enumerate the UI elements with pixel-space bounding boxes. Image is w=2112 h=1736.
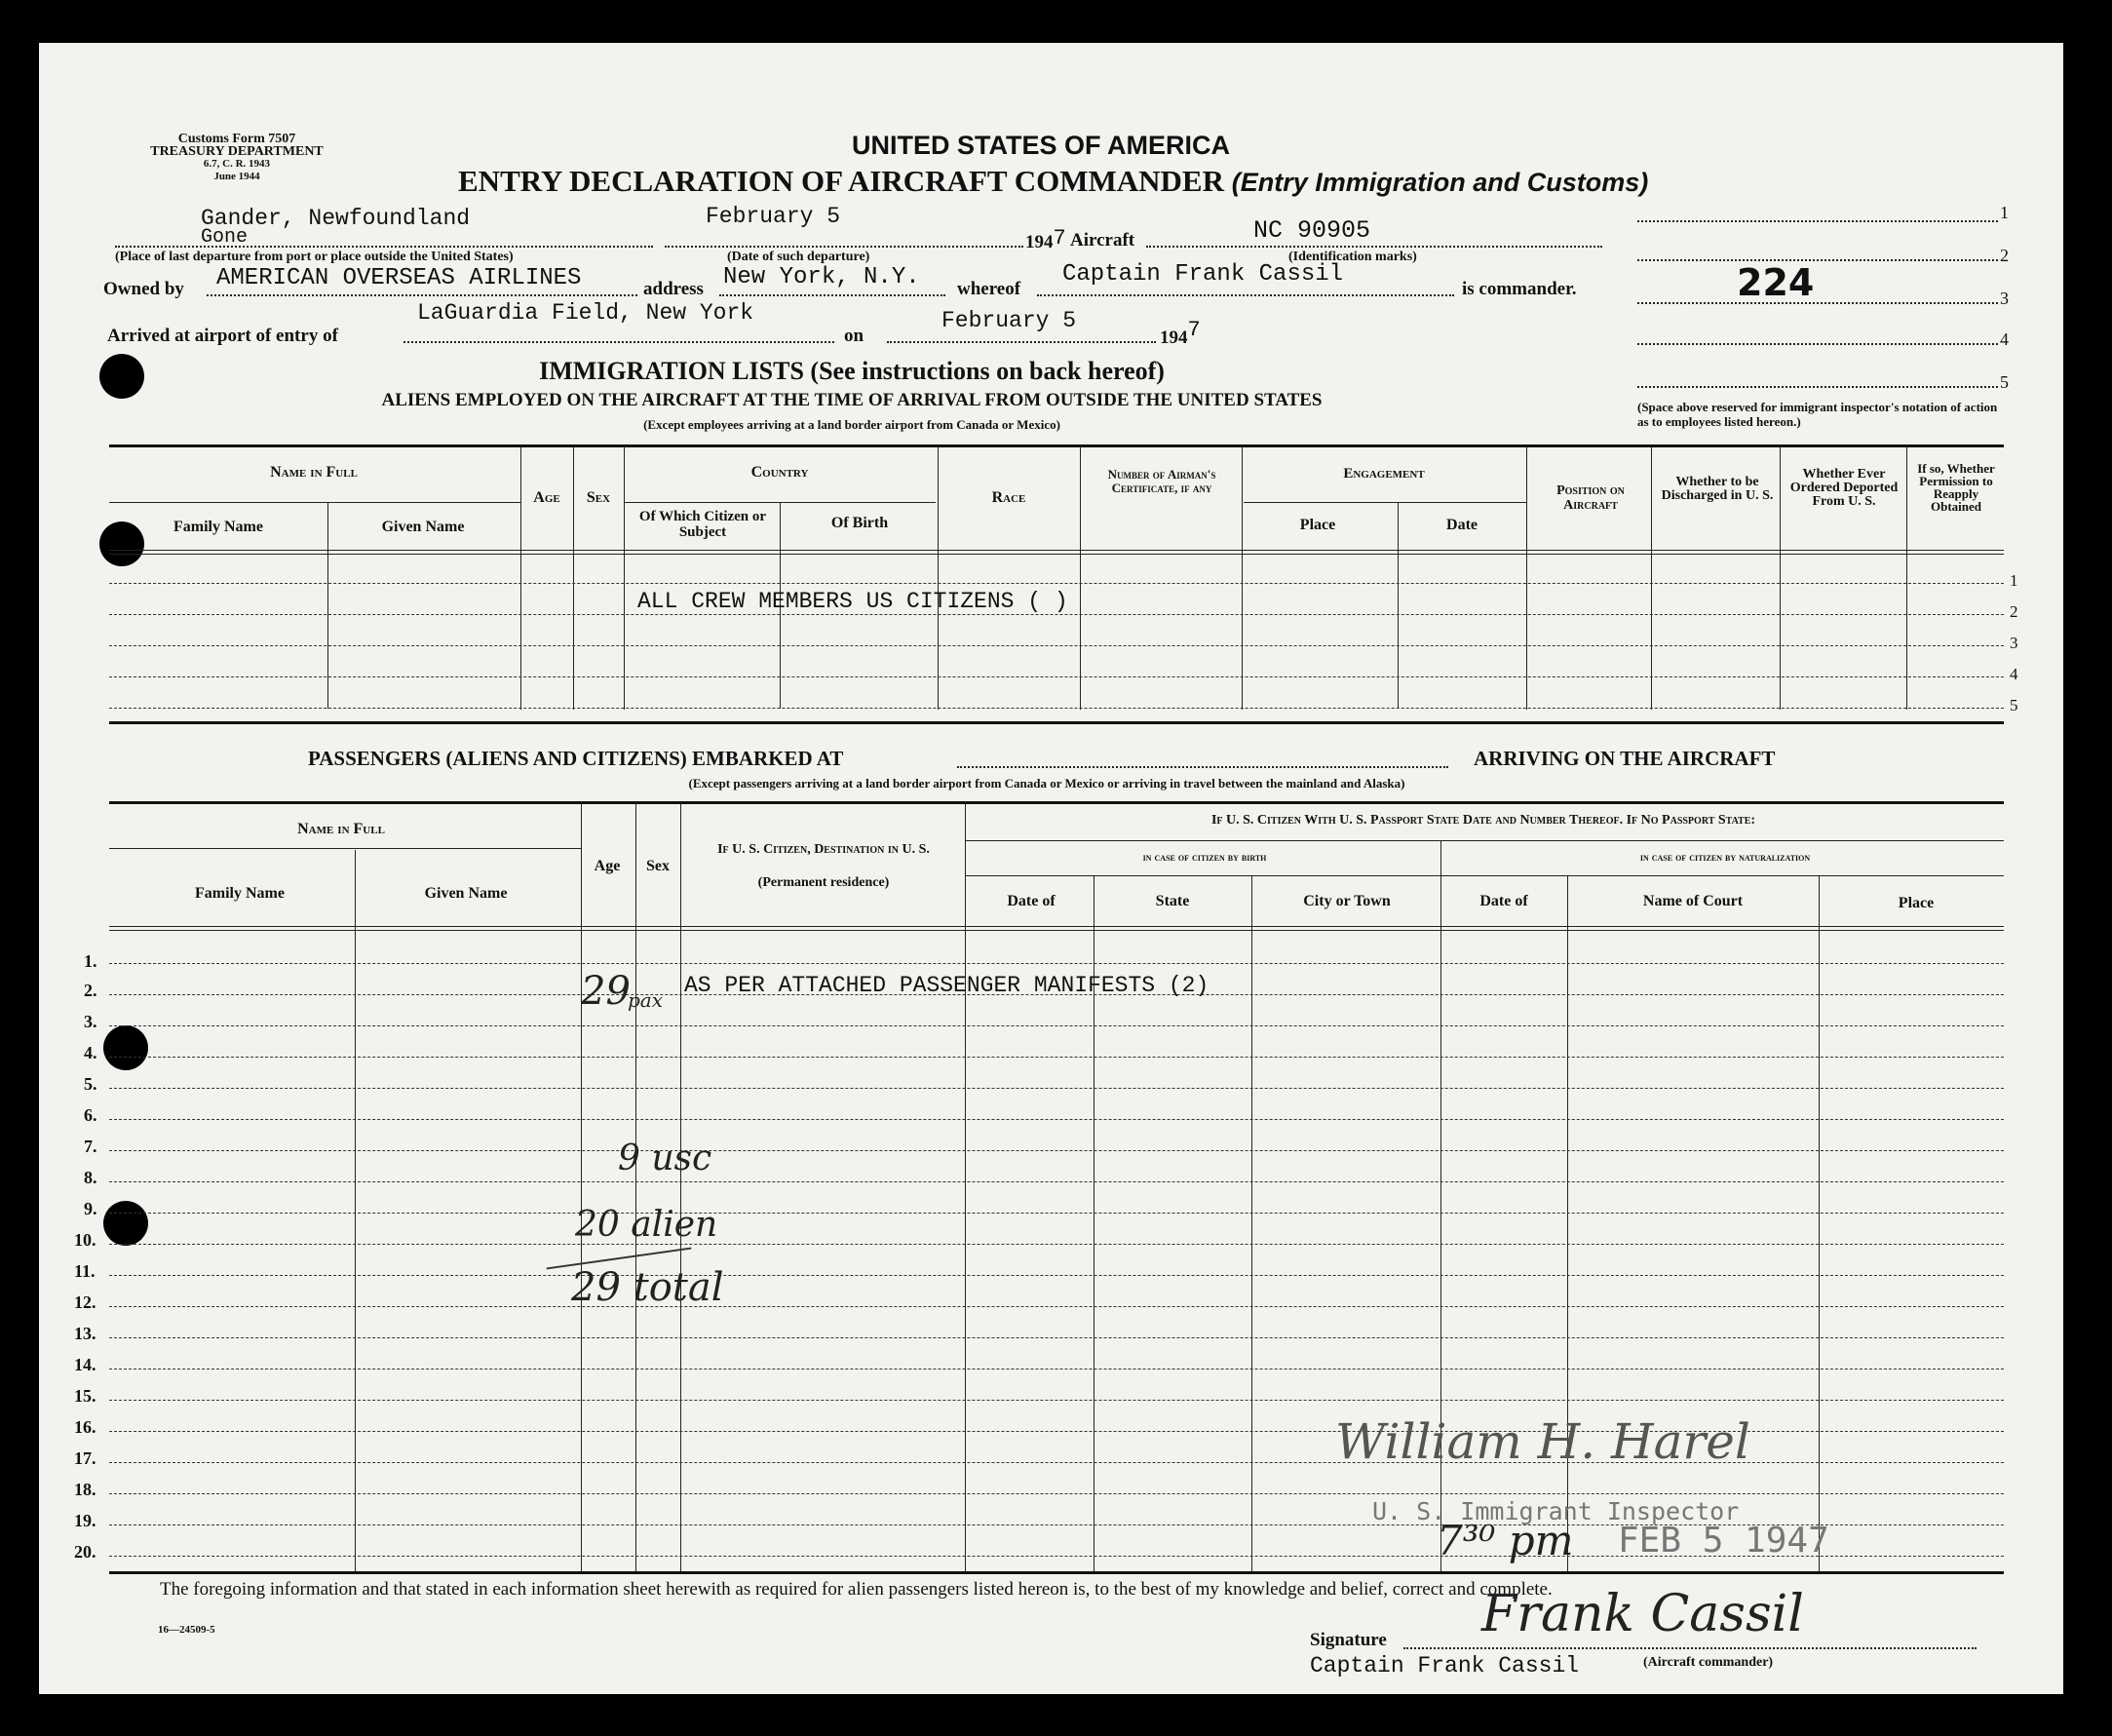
arrival-airport: LaGuardia Field, New York (417, 300, 754, 326)
pcol-city: City or Town (1303, 893, 1391, 909)
crew-row-number: 4 (2010, 665, 2018, 683)
passenger-row-number: 4. (84, 1043, 97, 1062)
col-name-in-full: Name in Full (270, 464, 358, 481)
col-engagement-date: Date (1446, 517, 1478, 533)
pcol-permanent: (Permanent residence) (757, 875, 890, 890)
pcol-sex: Sex (646, 858, 670, 874)
owner-address: New York, N.Y. (723, 264, 920, 290)
commander-signature: Frank Cassil (1481, 1585, 1804, 1643)
inspector-line-number: 4 (2000, 329, 2009, 349)
pcol-by-naturalization: in case of citizen by naturalization (1639, 850, 1811, 864)
crew-row-number: 3 (2010, 634, 2018, 652)
address-label: address (643, 279, 704, 299)
punch-hole (103, 1201, 148, 1246)
passenger-row-number: 20. (74, 1542, 96, 1562)
passenger-row-number: 3. (84, 1012, 97, 1031)
departure-date: February 5 (706, 204, 841, 229)
passenger-row-number: 8. (84, 1168, 97, 1187)
passengers-title: PASSENGERS (ALIENS AND CITIZENS) EMBARKED AT (308, 747, 844, 770)
departure-year (1025, 226, 1066, 254)
col-country: Country (750, 464, 809, 481)
passenger-row-number: 14. (74, 1355, 96, 1374)
col-discharged: Whether to be Discharged in U. S. (1661, 475, 1774, 503)
form-number: Customs Form 7507 (177, 132, 296, 146)
aircraft-id: NC 90905 (1253, 216, 1371, 245)
pcol-by-birth: in case of citizen by birth (1142, 850, 1267, 864)
col-given-name: Given Name (381, 519, 465, 535)
passengers-note: (Except passengers arriving at a land border airport from Canada or Mexico or arriving in travel between the mainland and Alaska) (688, 776, 1405, 791)
passenger-row-number: 10. (74, 1230, 96, 1250)
inspector-signature: William H. Harel (1335, 1413, 1750, 1470)
pcol-state: State (1155, 893, 1190, 909)
passenger-row-number: 15. (74, 1386, 96, 1406)
handwritten-alien: 20 alien (575, 1205, 718, 1245)
immigration-subtitle: ALIENS EMPLOYED ON THE AIRCRAFT AT THE TIME OF ARRIVAL FROM OUTSIDE THE UNITED STATES (381, 390, 1323, 410)
passenger-row-number: 5. (84, 1074, 97, 1094)
departure-date-caption: (Date of such departure) (727, 250, 870, 264)
passenger-row-number: 7. (84, 1137, 97, 1156)
form-info (105, 133, 368, 183)
inspector-line-number: 5 (2000, 372, 2009, 392)
passenger-row-number: 12. (74, 1292, 96, 1312)
print-code: 16—24509-5 (158, 1624, 215, 1636)
departure-year-digit: 7 (1053, 226, 1066, 251)
handwritten-count: 29 (581, 969, 631, 1014)
arrival-on-label: on (844, 326, 864, 346)
arrival-year (1160, 318, 1201, 350)
commander-typed-name: Captain Frank Cassil (1310, 1653, 1580, 1678)
col-deported: Whether Ever Ordered Deported From U. S. (1789, 467, 1899, 509)
commander-role: (Aircraft commander) (1643, 1655, 1774, 1670)
passengers-title-b: ARRIVING ON THE AIRCRAFT (1474, 747, 1776, 770)
passenger-row-number: 16. (74, 1417, 96, 1437)
handwritten-usc: 9 usc (618, 1138, 712, 1178)
title-main: ENTRY DECLARATION OF AIRCRAFT COMMANDER (458, 164, 1224, 198)
inspector-line-number: 2 (2000, 246, 2009, 265)
page-title (458, 164, 1648, 199)
departure-place: Gander, Newfoundland (201, 206, 471, 231)
passenger-row-number: 2. (84, 981, 97, 1000)
title-sub: (Entry Immigration and Customs) (1231, 168, 1649, 197)
arrival-year-digit: 7 (1187, 318, 1201, 342)
col-engagement: Engagement (1343, 466, 1425, 482)
arrival-year-prefix: 194 (1160, 328, 1188, 348)
crew-entry: ALL CREW MEMBERS US CITIZENS ( ) (637, 589, 1068, 614)
departure-place-caption: (Place of last departure from port or place outside the United States) (115, 250, 514, 264)
immigration-title: IMMIGRATION LISTS (See instructions on back hereof) (539, 357, 1165, 385)
pcol-passport: If U. S. Citizen With U. S. Passport State Date and Number Thereof. If No Passport State: (1210, 813, 1756, 828)
passenger-row-number: 18. (74, 1480, 96, 1499)
aircraft-caption: (Identification marks) (1288, 250, 1417, 264)
passenger-row-number: 19. (74, 1511, 96, 1530)
col-airman-cert: Number of Airman's Certificate, if any (1107, 467, 1216, 495)
punch-hole (99, 521, 144, 566)
handwritten-count-note: pax (628, 988, 664, 1012)
owner-label: Owned by (103, 279, 184, 299)
col-of-birth: Of Birth (830, 515, 889, 531)
handwritten-total: 29 total (571, 1265, 724, 1310)
col-position: Position on Aircraft (1556, 483, 1625, 513)
pcol-age: Age (594, 858, 621, 874)
passenger-row-number: 17. (74, 1448, 96, 1468)
form-department: TREASURY DEPARTMENT (150, 144, 324, 159)
punch-hole (99, 354, 144, 399)
passenger-row-number: 11. (74, 1261, 96, 1281)
immigration-note: (Except employees arriving at a land border airport from Canada or Mexico) (643, 417, 1060, 432)
inspector-number: 224 (1737, 261, 1815, 304)
pcol-name-in-full: Name in Full (297, 821, 385, 837)
inspector-time: 7³⁰ pm (1437, 1517, 1574, 1564)
owner-name: AMERICAN OVERSEAS AIRLINES (216, 265, 582, 291)
inspector-line-number: 1 (2000, 203, 2009, 222)
col-citizen-of: Of Which Citizen or Subject (638, 509, 767, 540)
passenger-row-number: 13. (74, 1324, 96, 1343)
col-family-name: Family Name (173, 519, 263, 535)
form-date: June 1944 (213, 171, 260, 182)
form-cr: 6.7, C. R. 1943 (203, 158, 271, 170)
arrival-date: February 5 (941, 308, 1077, 333)
col-engagement-place: Place (1299, 517, 1336, 533)
punch-hole (103, 1025, 148, 1070)
commander-label: is commander. (1462, 279, 1577, 299)
col-race: Race (991, 489, 1026, 506)
passenger-row-number: 1. (84, 951, 97, 971)
pcol-date-of: Date of (1007, 893, 1056, 909)
passenger-row-number: 6. (84, 1105, 97, 1125)
inspector-note: (Space above reserved for immigrant inspector's notation of action as to employees listed hereon.) (1637, 400, 1998, 429)
pcol-destination: If U. S. Citizen, Destination in U. S. (717, 842, 930, 857)
passenger-entry: AS PER ATTACHED PASSENGER MANIFESTS (2) (684, 973, 1210, 998)
declaration-text: The foregoing information and that stated in each information sheet herewith as required for alien passengers listed hereon is, to the best of my knowledge and belief, correct and complete. (160, 1579, 1553, 1600)
col-age: Age (533, 489, 560, 506)
inspection-stamp-date: FEB 5 1947 (1618, 1521, 1829, 1561)
inspector-line-number: 3 (2000, 289, 2009, 308)
pcol-court: Name of Court (1642, 893, 1744, 909)
pcol-place: Place (1898, 895, 1935, 911)
col-sex: Sex (586, 489, 611, 506)
country-header: UNITED STATES OF AMERICA (852, 131, 1230, 160)
departure-year-prefix: 194 (1025, 232, 1054, 252)
crew-row-number: 5 (2010, 696, 2018, 714)
whereof-label: whereof (957, 279, 1021, 299)
col-permission: If so, Whether Permission to Reapply Obtained (1917, 461, 1995, 514)
inspector-title: U. S. Immigrant Inspector (1372, 1497, 1740, 1525)
arrival-label: Arrived at airport of entry of (107, 326, 338, 346)
passenger-row-number: 9. (84, 1199, 97, 1218)
pcol-given-name: Given Name (424, 885, 508, 902)
aircraft-label: Aircraft (1070, 230, 1135, 251)
pcol-date-of-2: Date of (1479, 893, 1528, 909)
signature-label: Signature (1310, 1630, 1387, 1650)
crew-row-number: 1 (2010, 571, 2018, 590)
departure-place-extra: Gone (201, 226, 249, 249)
commander-name: Captain Frank Cassil (1062, 261, 1344, 288)
crew-row-number: 2 (2010, 602, 2018, 621)
pcol-family-name: Family Name (195, 885, 285, 902)
